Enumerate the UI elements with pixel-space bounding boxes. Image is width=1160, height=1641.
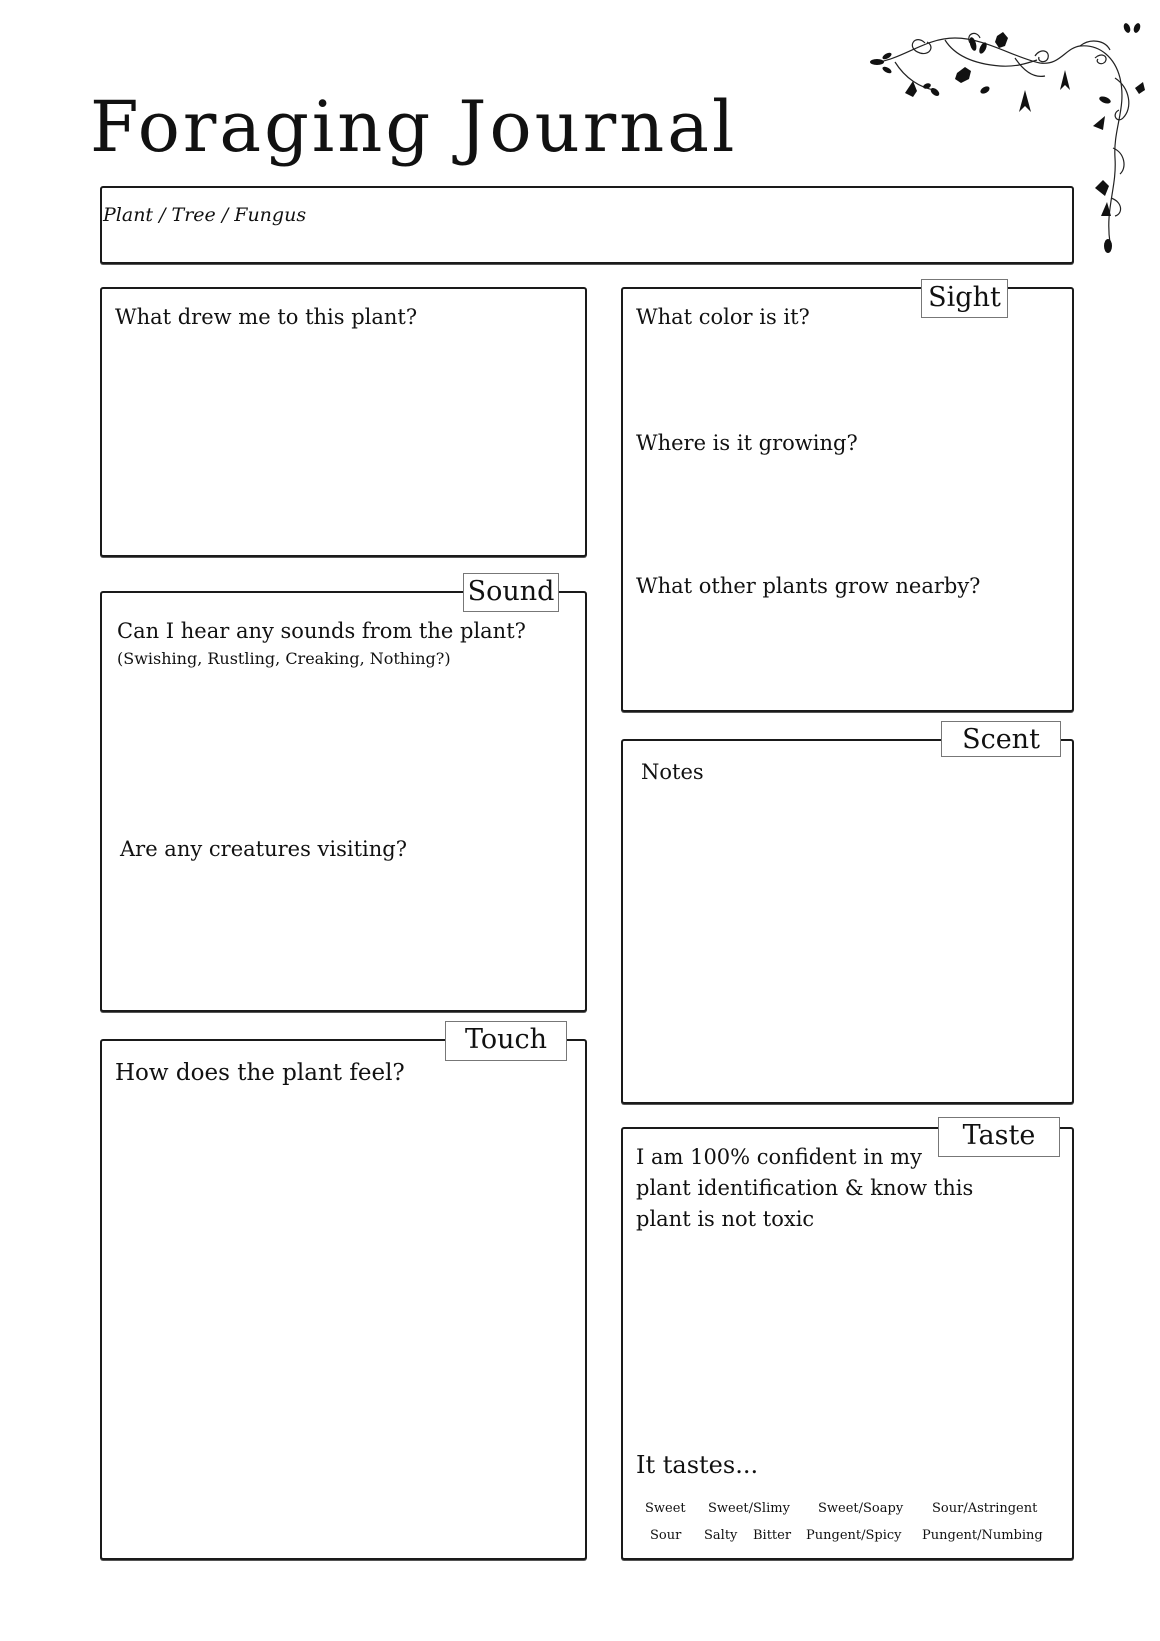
scent-notes-label: Notes xyxy=(641,760,704,784)
taste-option[interactable]: Sweet/Slimy xyxy=(708,1501,790,1516)
taste-prompt: It tastes... xyxy=(636,1451,759,1479)
taste-disclaimer-line-1: I am 100% confident in my xyxy=(636,1145,922,1169)
scent-tag: Scent xyxy=(941,721,1061,757)
sound-question: Can I hear any sounds from the plant? xyxy=(117,619,526,643)
taste-option[interactable]: Sour xyxy=(650,1528,682,1543)
sight-question-location: Where is it growing? xyxy=(636,431,858,455)
sound-tag: Sound xyxy=(463,573,559,612)
taste-option[interactable]: Salty xyxy=(704,1528,738,1543)
sound-hint: (Swishing, Rustling, Creaking, Nothing?) xyxy=(117,649,451,668)
taste-options-row-2 xyxy=(623,1527,1073,1547)
sight-section[interactable] xyxy=(621,287,1074,712)
taste-option[interactable]: Sour/Astringent xyxy=(932,1501,1038,1516)
taste-options-row-1 xyxy=(623,1500,1073,1520)
taste-option[interactable]: Bitter xyxy=(753,1528,792,1543)
taste-tag: Taste xyxy=(938,1117,1060,1157)
touch-section[interactable] xyxy=(100,1039,587,1560)
taste-option[interactable]: Pungent/Spicy xyxy=(806,1528,902,1543)
plant-field-label: Plant / Tree / Fungus xyxy=(103,204,307,226)
plant-name-field[interactable] xyxy=(100,186,1074,264)
drew-question: What drew me to this plant? xyxy=(115,305,418,329)
taste-option[interactable]: Pungent/Numbing xyxy=(922,1528,1043,1543)
creatures-question: Are any creatures visiting? xyxy=(120,837,407,861)
sound-section[interactable] xyxy=(100,591,587,1012)
sight-tag: Sight xyxy=(921,279,1008,318)
taste-section[interactable] xyxy=(621,1127,1074,1560)
taste-option[interactable]: Sweet xyxy=(645,1501,686,1516)
drew-section[interactable] xyxy=(100,287,587,557)
sight-question-color: What color is it? xyxy=(636,305,810,329)
page-title: Foraging Journal xyxy=(90,86,738,168)
touch-question: How does the plant feel? xyxy=(115,1060,405,1086)
taste-disclaimer-line-2: plant identification & know this xyxy=(636,1176,974,1200)
sight-question-nearby: What other plants grow nearby? xyxy=(636,574,981,598)
taste-disclaimer-line-3: plant is not toxic xyxy=(636,1207,815,1231)
touch-tag: Touch xyxy=(445,1021,567,1061)
taste-option[interactable]: Sweet/Soapy xyxy=(818,1501,904,1516)
scent-section[interactable] xyxy=(621,739,1074,1104)
